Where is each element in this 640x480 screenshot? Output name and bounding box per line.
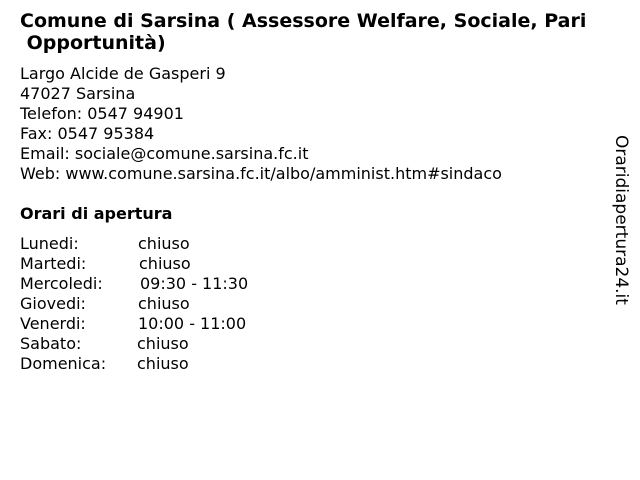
phone-number: Telefon: 0547 94901	[20, 104, 184, 123]
contact-block	[20, 64, 502, 184]
time-value: chiuso	[137, 354, 189, 373]
time-value: chiuso	[137, 334, 189, 353]
email-address: Email: sociale@comune.sarsina.fc.it	[20, 144, 309, 163]
site-watermark: Oraridiapertura24.it	[611, 135, 631, 305]
day-label: Martedi:	[20, 254, 87, 273]
day-label: Mercoledi:	[20, 274, 103, 293]
street-address: Largo Alcide de Gasperi 9	[20, 64, 226, 83]
title-line-1: Comune di Sarsina ( Assessore Welfare, Sociale, Pari	[20, 10, 587, 32]
fax-number: Fax: 0547 95384	[20, 124, 155, 143]
day-label: Venerdi:	[20, 314, 86, 333]
day-label: Domenica:	[20, 354, 107, 373]
title-line-2: Opportunità)	[20, 32, 166, 54]
time-value: chiuso	[138, 234, 190, 253]
day-label: Lunedi:	[20, 234, 79, 253]
time-value: 09:30 - 11:30	[140, 274, 249, 293]
website-url: Web: www.comune.sarsina.fc.it/albo/amminist.htm#sindaco	[20, 164, 502, 183]
page-title	[20, 10, 620, 54]
day-label: Giovedi:	[20, 294, 86, 313]
opening-hours-heading: Orari di apertura	[20, 204, 173, 223]
postal-city: 47027 Sarsina	[20, 84, 136, 103]
day-label: Sabato:	[20, 334, 82, 353]
time-value: chiuso	[139, 254, 191, 273]
time-value: chiuso	[138, 294, 190, 313]
time-value: 10:00 - 11:00	[138, 314, 247, 333]
